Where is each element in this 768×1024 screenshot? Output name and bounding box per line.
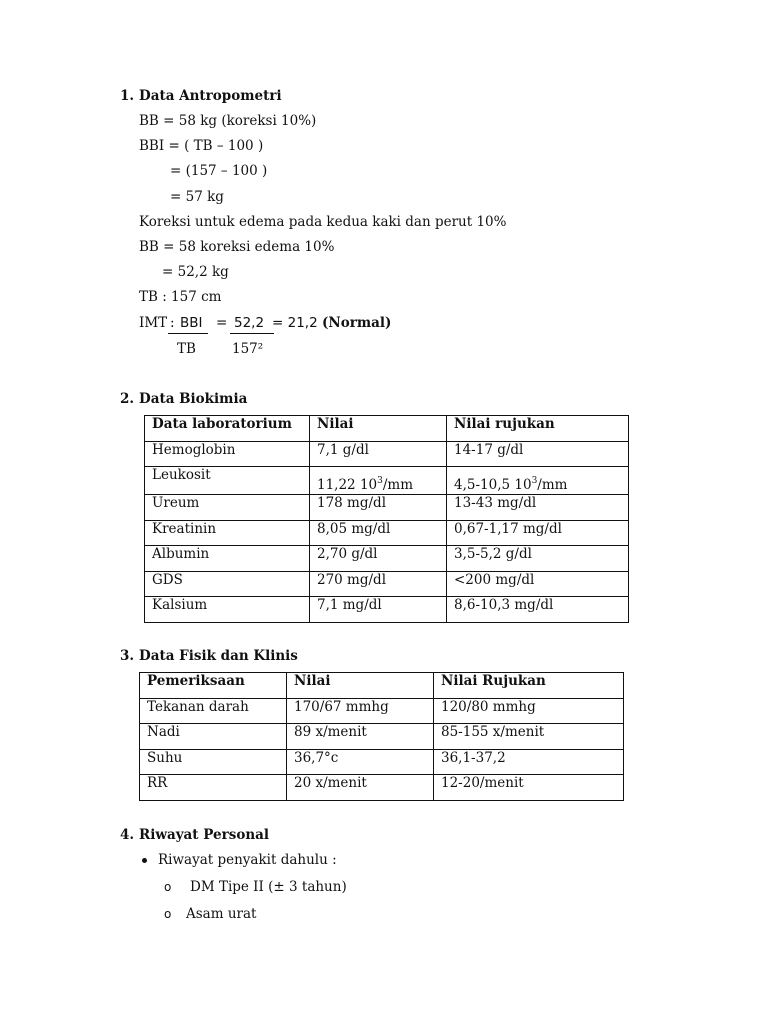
koreksi-line: Koreksi untuk edema pada kedua kaki dan perut 10% xyxy=(139,214,507,230)
leukosit-unit: /mm xyxy=(382,477,414,493)
table-cell: 0,67-1,17 mg/dl xyxy=(447,520,629,546)
table-row xyxy=(140,698,624,724)
section-title-antropometri: Data Antropometri xyxy=(139,88,282,104)
section-title-riwayat: Riwayat Personal xyxy=(139,827,270,843)
table-cell: 178 mg/dl xyxy=(310,495,447,521)
table-cell: Tekanan darah xyxy=(140,698,287,724)
table-cell: 36,7°c xyxy=(287,749,434,775)
bbi-line: BBI = ( TB – 100 ) xyxy=(139,138,264,154)
table-cell: <200 mg/dl xyxy=(447,571,629,597)
table-cell: Kreatinin xyxy=(145,520,310,546)
leukosit-ref-sup: 3 xyxy=(531,476,538,486)
table-cell: Kalsium xyxy=(145,597,310,623)
imt-colon: : xyxy=(170,315,175,331)
table-cell: 3,5-5,2 g/dl xyxy=(447,546,629,572)
bbi-calc-line: = (157 – 100 ) xyxy=(170,163,268,179)
table-cell: 13-43 mg/dl xyxy=(447,495,629,521)
leukosit-sup: 3 xyxy=(377,476,383,486)
fisik-table xyxy=(139,672,624,801)
sub-item-asam-urat: Asam urat xyxy=(186,906,257,922)
imt-tb: TB xyxy=(177,341,196,357)
table-header-cell: Nilai rujukan xyxy=(447,416,629,442)
table-cell: 7,1 g/dl xyxy=(310,441,447,467)
table-row xyxy=(145,467,629,495)
bb-edema-result: = 52,2 kg xyxy=(162,264,229,280)
table-cell xyxy=(310,467,447,495)
table-header-row xyxy=(145,416,629,442)
table-cell: Suhu xyxy=(140,749,287,775)
table-row xyxy=(140,775,624,801)
table-cell: Ureum xyxy=(145,495,310,521)
table-cell: 85-155 x/menit xyxy=(434,724,624,750)
table-cell: 12-20/menit xyxy=(434,775,624,801)
table-row xyxy=(140,724,624,750)
imt-equals: = xyxy=(216,315,228,331)
table-cell: GDS xyxy=(145,571,310,597)
circle-bullet-icon: o xyxy=(164,907,172,921)
section-title-biokimia: Data Biokimia xyxy=(139,391,248,407)
table-cell: 270 mg/dl xyxy=(310,571,447,597)
table-cell: 7,1 mg/dl xyxy=(310,597,447,623)
bullet-riwayat-penyakit: Riwayat penyakit dahulu : xyxy=(158,852,337,868)
circle-bullet-icon: o xyxy=(164,880,172,894)
table-row xyxy=(140,749,624,775)
table-header-cell: Nilai Rujukan xyxy=(434,673,624,699)
imt-denominator: 157² xyxy=(232,341,264,357)
table-cell: Albumin xyxy=(145,546,310,572)
tb-line: TB : 157 cm xyxy=(139,289,222,305)
imt-fraction-line-2 xyxy=(230,333,274,334)
table-header-cell: Nilai xyxy=(287,673,434,699)
section-title-fisik: Data Fisik dan Klinis xyxy=(139,648,298,664)
imt-numerator: 52,2 xyxy=(234,315,265,331)
leukosit-ref: 4,5-10,5 10 xyxy=(454,477,532,493)
leukosit-ref-unit: /mm xyxy=(537,477,568,493)
table-cell: 170/67 mmhg xyxy=(287,698,434,724)
section-number: 4. xyxy=(120,827,135,843)
table-cell: Hemoglobin xyxy=(145,441,310,467)
imt-label: IMT xyxy=(139,315,168,331)
table-row xyxy=(145,571,629,597)
table-header-cell: Data laboratorium xyxy=(145,416,310,442)
imt-bbi: BBI xyxy=(180,315,203,331)
table-row xyxy=(145,441,629,467)
table-cell: Leukosit xyxy=(145,467,310,495)
bullet-icon xyxy=(142,858,147,863)
bb-edema-line: BB = 58 koreksi edema 10% xyxy=(139,239,335,255)
table-cell: 120/80 mmhg xyxy=(434,698,624,724)
table-row xyxy=(145,597,629,623)
table-header-cell: Nilai xyxy=(310,416,447,442)
table-cell: 2,70 g/dl xyxy=(310,546,447,572)
table-header-row xyxy=(140,673,624,699)
imt-fraction-line xyxy=(168,333,208,334)
table-row xyxy=(145,495,629,521)
table-cell: 20 x/menit xyxy=(287,775,434,801)
table-row xyxy=(145,520,629,546)
table-cell: 14-17 g/dl xyxy=(447,441,629,467)
leukosit-value: 11,22 10 xyxy=(317,477,378,493)
table-header-cell: Pemeriksaan xyxy=(140,673,287,699)
lab-table xyxy=(144,415,629,623)
table-cell: 8,05 mg/dl xyxy=(310,520,447,546)
table-cell: 8,6-10,3 mg/dl xyxy=(447,597,629,623)
bbi-result-line: = 57 kg xyxy=(170,189,224,205)
section-number: 1. xyxy=(120,88,135,104)
section-number: 3. xyxy=(120,648,135,664)
table-cell: RR xyxy=(140,775,287,801)
sub-item-dm: DM Tipe II (± 3 tahun) xyxy=(190,879,347,895)
section-number: 2. xyxy=(120,391,135,407)
table-row xyxy=(145,546,629,572)
table-cell: Nadi xyxy=(140,724,287,750)
imt-result: = 21,2 xyxy=(272,315,318,331)
bb-line: BB = 58 kg (koreksi 10%) xyxy=(139,113,317,129)
imt-normal: (Normal) xyxy=(322,315,392,331)
table-cell: 36,1-37,2 xyxy=(434,749,624,775)
table-cell: 89 x/menit xyxy=(287,724,434,750)
table-cell xyxy=(447,467,629,495)
